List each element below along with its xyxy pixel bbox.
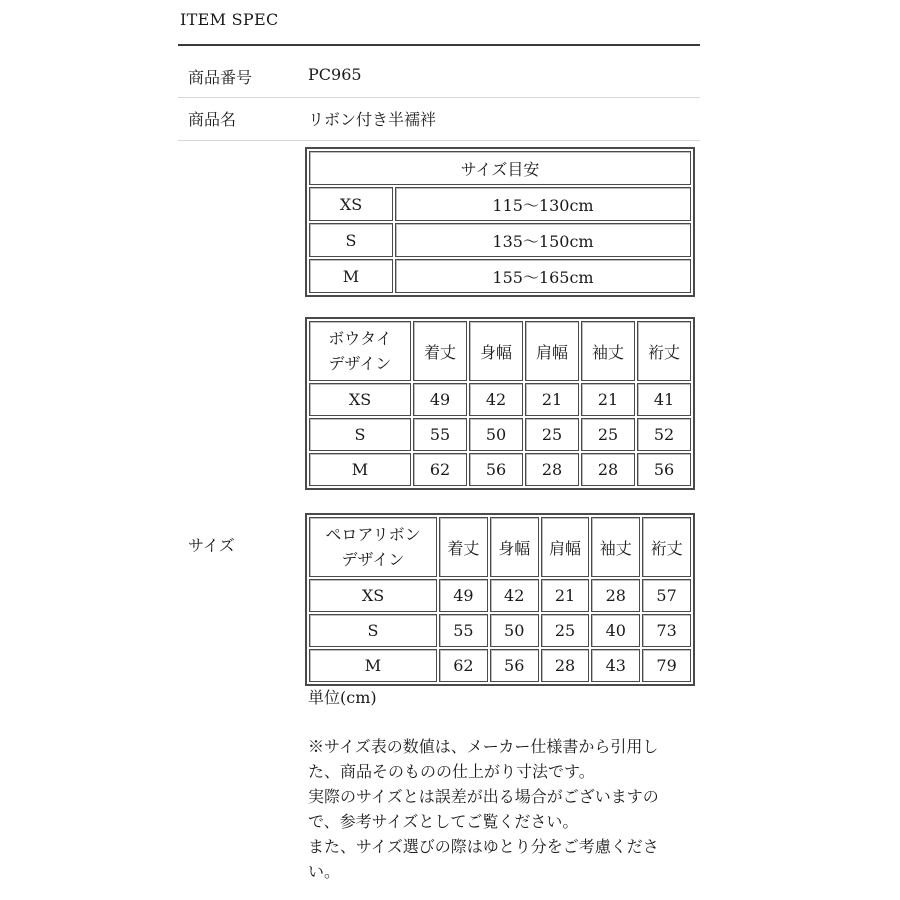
product-number-value: PC965	[308, 65, 362, 84]
value-cell: 52	[637, 418, 691, 451]
value-cell: 62	[439, 649, 488, 682]
table-row	[309, 383, 691, 416]
column-header: 肩幅	[525, 321, 579, 381]
value-cell: 50	[469, 418, 523, 451]
value-cell: 25	[541, 614, 590, 647]
note-line: また、サイズ選びの際はゆとり分をご考慮くださ	[308, 837, 659, 856]
product-name-label: 商品名	[188, 110, 237, 129]
pelo-ribbon-design-title	[309, 517, 437, 577]
value-cell: 25	[581, 418, 635, 451]
note-line: ※サイズ表の数値は、メーカー仕様書から引用し	[308, 737, 659, 756]
value-cell: 42	[490, 579, 539, 612]
product-name-value: リボン付き半襦袢	[308, 110, 437, 129]
unit-label: 単位(cm)	[308, 688, 377, 707]
size-cell: S	[309, 614, 437, 647]
value-cell: 56	[637, 453, 691, 486]
note-line: た、商品そのものの仕上がり寸法です。	[308, 762, 595, 781]
column-header: 裄丈	[637, 321, 691, 381]
value-cell: 25	[525, 418, 579, 451]
bowtie-title-line1: ボウタイ	[328, 329, 392, 348]
note-line: 実際のサイズとは誤差が出る場合がございますの	[308, 787, 659, 806]
pelo-ribbon-title-line1: ペロアリボン	[325, 525, 421, 544]
note-line: で、参考サイズとしてご覧ください。	[308, 812, 579, 831]
size-notes	[308, 734, 688, 884]
value-cell: 49	[439, 579, 488, 612]
size-guide-range: 155〜165cm	[395, 259, 691, 293]
value-cell: 55	[439, 614, 488, 647]
value-cell: 41	[637, 383, 691, 416]
item-spec-title: ITEM SPEC	[180, 10, 279, 29]
value-cell: 28	[541, 649, 590, 682]
value-cell: 56	[469, 453, 523, 486]
size-label: サイズ	[188, 536, 235, 555]
column-header: 着丈	[413, 321, 467, 381]
size-guide-size: M	[309, 259, 393, 293]
bowtie-design-table	[305, 317, 695, 490]
value-cell: 79	[642, 649, 691, 682]
value-cell: 43	[591, 649, 640, 682]
size-cell: XS	[309, 579, 437, 612]
column-header: 袖丈	[581, 321, 635, 381]
value-cell: 28	[591, 579, 640, 612]
table-row	[309, 453, 691, 486]
size-guide-range: 135〜150cm	[395, 223, 691, 257]
column-header: 肩幅	[541, 517, 590, 577]
note-line: い。	[308, 862, 341, 881]
pelo-ribbon-design-table	[305, 513, 695, 686]
size-cell: M	[309, 453, 411, 486]
table-row	[309, 649, 691, 682]
column-header: 袖丈	[591, 517, 640, 577]
size-cell: S	[309, 418, 411, 451]
table-row	[309, 614, 691, 647]
column-header: 着丈	[439, 517, 488, 577]
table-row	[309, 418, 691, 451]
value-cell: 40	[591, 614, 640, 647]
value-cell: 42	[469, 383, 523, 416]
size-cell: XS	[309, 383, 411, 416]
value-cell: 55	[413, 418, 467, 451]
column-header: 身幅	[469, 321, 523, 381]
value-cell: 57	[642, 579, 691, 612]
value-cell: 62	[413, 453, 467, 486]
size-guide-size: XS	[309, 187, 393, 221]
column-header: 裄丈	[642, 517, 691, 577]
bowtie-design-title	[309, 321, 411, 381]
row-divider	[178, 140, 700, 141]
pelo-ribbon-title-line2: デザイン	[341, 550, 405, 569]
size-guide-table	[305, 147, 695, 297]
header-divider	[178, 44, 700, 46]
size-guide-size: S	[309, 223, 393, 257]
value-cell: 21	[541, 579, 590, 612]
value-cell: 21	[525, 383, 579, 416]
value-cell: 49	[413, 383, 467, 416]
size-guide-range: 115〜130cm	[395, 187, 691, 221]
value-cell: 28	[525, 453, 579, 486]
row-divider	[178, 97, 700, 98]
value-cell: 56	[490, 649, 539, 682]
value-cell: 28	[581, 453, 635, 486]
size-cell: M	[309, 649, 437, 682]
value-cell: 21	[581, 383, 635, 416]
size-guide-header: サイズ目安	[309, 151, 691, 185]
table-row	[309, 579, 691, 612]
bowtie-title-line2: デザイン	[328, 354, 392, 373]
product-number-label: 商品番号	[188, 68, 253, 87]
value-cell: 73	[642, 614, 691, 647]
value-cell: 50	[490, 614, 539, 647]
column-header: 身幅	[490, 517, 539, 577]
